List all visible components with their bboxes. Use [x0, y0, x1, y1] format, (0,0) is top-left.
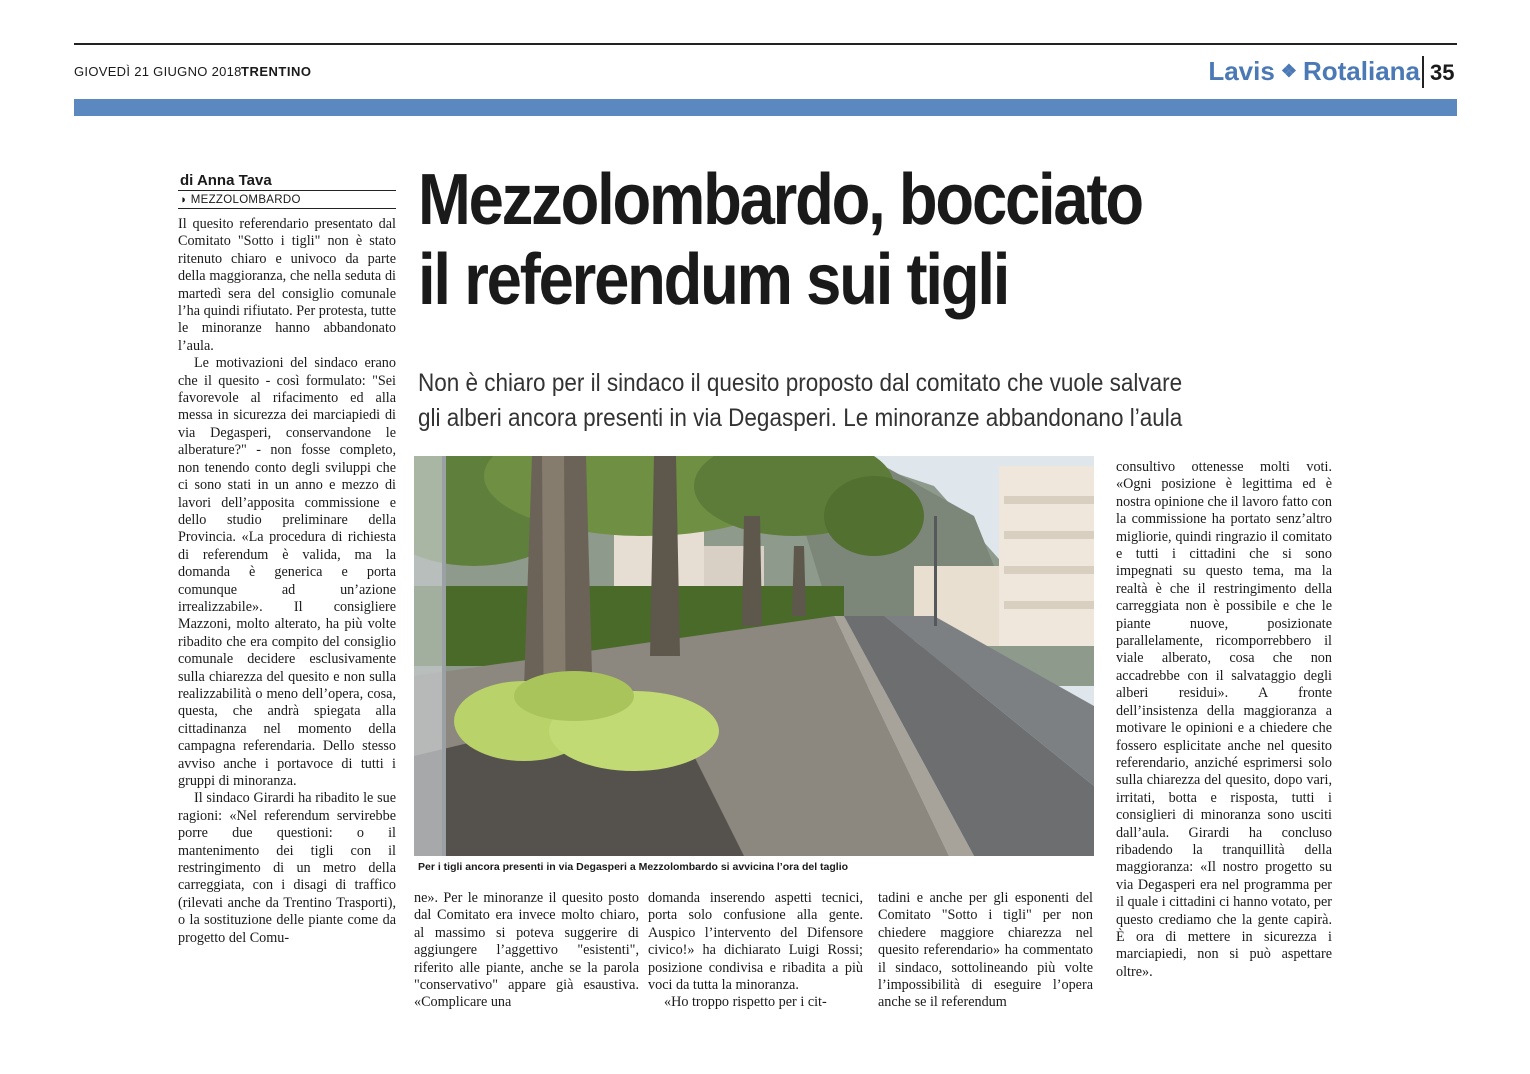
paragraph: Le motivazioni del sindaco erano che il quesito - così formulato: "Sei favorevole al rifacimento ed alla messa in sicurezza dei marciapiedi di via Degasperi, conservandone le alberature?" - non fosse completo, non tenendo conto degli sviluppi che ci sono stati in un anno e mezzo di lavori dell’apposita commissione e dello studio preliminare della Provincia. «La procedura di richiesta di referendum è valida, ma la domanda è generica e porta comunque ad un’azione irrealizzabile». Il consigliere Mazzoni, molto alterato, ha più volte ribadito che era compito del consiglio comunale decidere esclusivamente sulla chiarezza del quesito e non sulla realizzabilità o meno dell’opera, cosa, questa, che andrà spiegata alla cittadinanza nel momento della campagna referendaria. Dello stesso avviso anche i portavoce di tutti i gruppi di minoranza. [178, 355, 396, 789]
headline-line-2: il referendum sui tigli [418, 240, 1009, 320]
diamond-icon: ❖ [1280, 61, 1297, 81]
section-left: Lavis [1208, 56, 1275, 86]
street-trees-photo [414, 456, 1094, 856]
paragraph: consultivo ottenesse molti voti. «Ogni posizione è legittima ed è nostra opinione che il lavoro fatto con la commissione ha portato senz’altro migliorie, quindi ringrazio il comitato e tutti i cittadini che si sono impegnati su questo tema, ma la realtà è che il restringimento della carreggiata non è possibile e che le piante nuove, posizionate parallelamente, ricomporrebbero il viale alberato, cosa che non accadrebbe con il salvataggio degli alberi residui». A fronte dell’insistenza della maggioranza a motivare le opinioni e a chiedere che fossero esplicitate anche nel quesito referendario, anziché esprimersi solo sulla chiarezza del quesito, dopo vari, irritati, botta e risposta, tutti i consiglieri di minoranza sono usciti dall’aula. Girardi ha concluso ribadendo la tranquillità della maggioranza: «Il nostro progetto su via Degasperi era nel programma per il quale i cittadini ci hanno votato, per questo crediamo che la gente capirà. È ora di mettere in sicurezza i marciapiedi, non si può aspettare oltre». [1116, 459, 1332, 980]
subheadline-line-1: Non è chiaro per il sindaco il quesito proposto dal comitato che vuole salvare [418, 369, 1183, 397]
newspaper-name: TRENTINO [241, 64, 312, 79]
article-column-5 [1116, 459, 1332, 981]
subheadline [418, 366, 1363, 436]
section-color-bar [74, 99, 1457, 116]
page-number-divider [1422, 56, 1424, 88]
paragraph: Il sindaco Girardi ha ribadito le sue ragioni: «Nel referendum servirebbe porre due questioni: o il mantenimento dei tigli con il restringimento di un metro della carreggiata, con i disagi di traffico (rilevati anche da Trentino Trasporti), o la sostituzione delle piante come da progetto del Comu- [178, 790, 396, 946]
paragraph: «Ho troppo rispetto per i cit- [664, 994, 827, 1011]
dateline-text: MEZZOLOMBARDO [190, 194, 301, 206]
paragraph: ne». Per le minoranze il quesito posto dal Comitato era invece molto chiaro, al massimo si poteva suggerire di aggiungere l’aggettivo "esistenti", riferito alle piante, anche se la parola "conservativo" appare già esaustiva. «Complicare una [414, 890, 639, 1011]
issue-date: GIOVEDÌ 21 GIUGNO 2018 [74, 64, 242, 79]
section-right: Rotaliana [1302, 56, 1420, 86]
dateline-rule [178, 208, 396, 209]
paragraph: tadini e anche per gli esponenti del Comitato "Sotto i tigli" per non chiedere maggiore chiarezza nel quesito referendario» ha commentato il sindaco, sottolineando più volte l’impossibilità di eseguire l’opera anche se il referendum [878, 890, 1093, 1011]
dateline [180, 194, 301, 206]
page-number: 35 [1430, 60, 1455, 85]
article-column-4 [878, 890, 1093, 1012]
subheadline-line-2: gli alberi ancora presenti in via Degasperi. Le minoranze abbandonano l’aula [418, 404, 1183, 432]
photo-caption: Per i tigli ancora presenti in via Degasperi a Mezzolombardo si avvicina l’ora del taglio [418, 861, 849, 873]
byline: di Anna Tava [180, 172, 272, 189]
headline-line-1: Mezzolombardo, bocciato [418, 160, 1142, 240]
article-column-3 [648, 890, 863, 1012]
article-photo [414, 456, 1094, 856]
dateline-marker-icon: ◗ [180, 194, 191, 206]
paragraph: Il quesito referendario presentato dal Comitato "Sotto i tigli" non è stato ritenuto chiaro e univoco da parte della maggioranza, che nella seduta di martedì sera del consiglio comunale l’ha quindi rifiutato. Per protesta, tutte le minoranze hanno abbandonato l’aula. [178, 216, 396, 354]
headline [418, 160, 1324, 320]
article-column-1 [178, 216, 396, 947]
paragraph: domanda inserendo aspetti tecnici, porta solo confusione alla gente. Auspico l’intervento del Difensore civico!» ha dichiarato Luigi Rossi; posizione condivisa e ribadita a più voci da tutta la minoranza. [648, 890, 863, 994]
section-title [1160, 56, 1420, 87]
article-column-2 [414, 890, 639, 1012]
byline-rule [178, 190, 396, 191]
top-rule [74, 43, 1457, 45]
